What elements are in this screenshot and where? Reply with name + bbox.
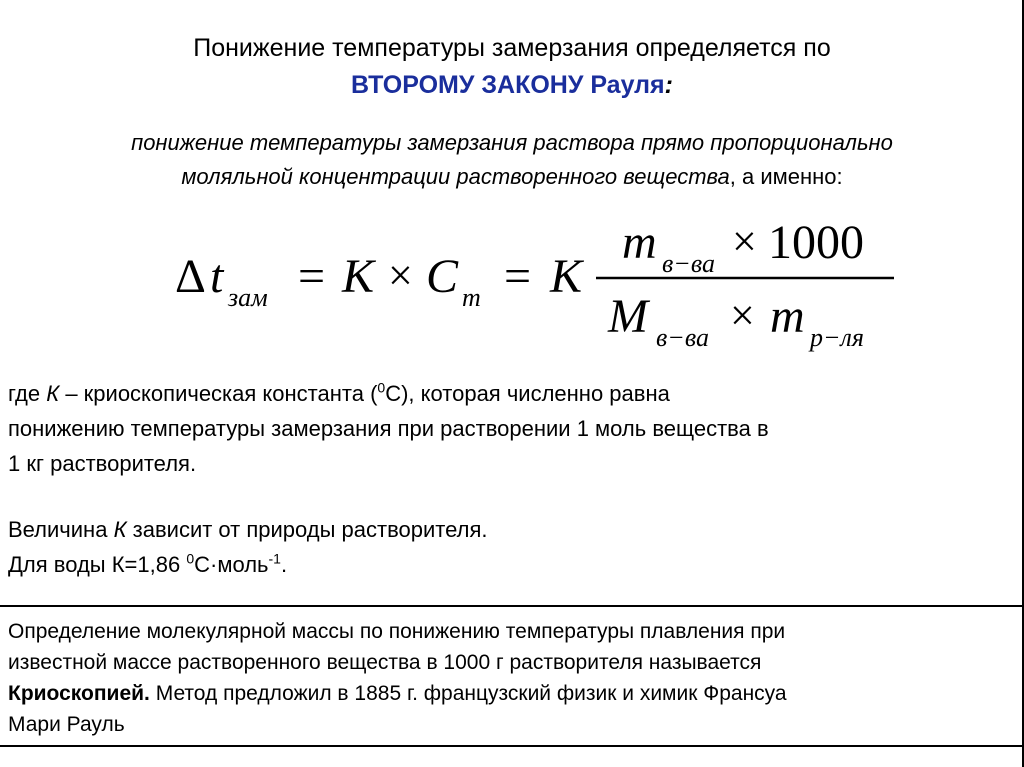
formula-denominator-times: × xyxy=(730,291,755,340)
bottom-line-3-rest: Метод предложил в 1885 г. французский физик и химик Франсуа xyxy=(149,682,787,705)
title-line-1: Понижение температуры замерзания определяется по xyxy=(193,34,831,62)
formula-t: t xyxy=(210,250,224,303)
bottom-line-4: Мари Рауль xyxy=(8,713,125,736)
title-law-name: ВТОРОМУ ЗАКОНУ Рауля xyxy=(351,71,665,99)
formula-equals-1: = xyxy=(298,250,326,303)
formula-k-2: К xyxy=(550,250,582,303)
where-text-1: – криоскопическая константа ( xyxy=(59,381,378,406)
formula-denominator-m-subscript: р−ля xyxy=(810,323,864,352)
where-prefix: где xyxy=(8,381,47,406)
formula-delta: Δ xyxy=(175,250,206,303)
k-value-paragraph xyxy=(8,512,1008,582)
intro-paragraph xyxy=(0,126,1024,194)
formula-denominator-M-subscript: в−ва xyxy=(656,323,709,352)
formula-numerator-m: m xyxy=(622,216,657,269)
divider-bottom xyxy=(0,745,1024,747)
k-line-1-symbol: К xyxy=(113,517,127,542)
title-line-2 xyxy=(0,71,1024,100)
intro-line-1: понижение температуры замерзания раствора прямо пропорционально xyxy=(131,130,893,155)
cryoscopy-paragraph xyxy=(8,616,1008,740)
formula-times-1: × xyxy=(388,251,413,300)
formula-k-1: К xyxy=(342,250,374,303)
where-degree-sup: 0 xyxy=(377,379,386,396)
formula-c-subscript: m xyxy=(462,283,481,312)
bottom-line-2: известной массе растворенного вещества в 1000 г растворителя называется xyxy=(8,651,762,674)
k-line-1-b: зависит от природы растворителя. xyxy=(126,517,488,542)
formula-t-subscript: зам xyxy=(228,283,268,312)
raoult-formula xyxy=(170,210,910,360)
k-line-2-a: Для воды К=1,86 xyxy=(8,552,187,577)
k-line-2-exponent: -1 xyxy=(268,550,281,567)
intro-line-2-rest: , а именно: xyxy=(729,164,843,189)
title-colon: : xyxy=(664,71,673,99)
divider-top xyxy=(0,605,1024,607)
k-line-2-b: С·моль xyxy=(194,552,269,577)
formula-numerator-m-subscript: в−ва xyxy=(662,249,715,278)
where-line-2: понижению температуры замерзания при растворении 1 моль вещества в xyxy=(8,416,769,441)
formula-numerator-1000: 1000 xyxy=(768,216,864,269)
k-line-2-degree-sup: 0 xyxy=(186,550,195,567)
where-line-3: 1 кг растворителя. xyxy=(8,451,197,476)
formula-denominator-m: m xyxy=(770,290,805,343)
k-line-1-a: Величина xyxy=(8,517,114,542)
formula-c: C xyxy=(426,250,459,303)
formula-numerator-times: × xyxy=(732,217,757,266)
intro-line-2-italic: моляльной концентрации растворенного вещества xyxy=(181,164,730,189)
where-text-2: С), которая численно равна xyxy=(385,381,670,406)
formula-denominator-M: M xyxy=(608,290,648,343)
where-k-symbol: К xyxy=(46,381,60,406)
k-line-2-c: . xyxy=(280,552,288,577)
formula-equals-2: = xyxy=(504,250,532,303)
bottom-line-1: Определение молекулярной массы по понижению температуры плавления при xyxy=(8,620,786,643)
definition-paragraph xyxy=(8,376,1008,481)
bottom-cryoscopy-term: Криоскопией. xyxy=(8,682,150,705)
